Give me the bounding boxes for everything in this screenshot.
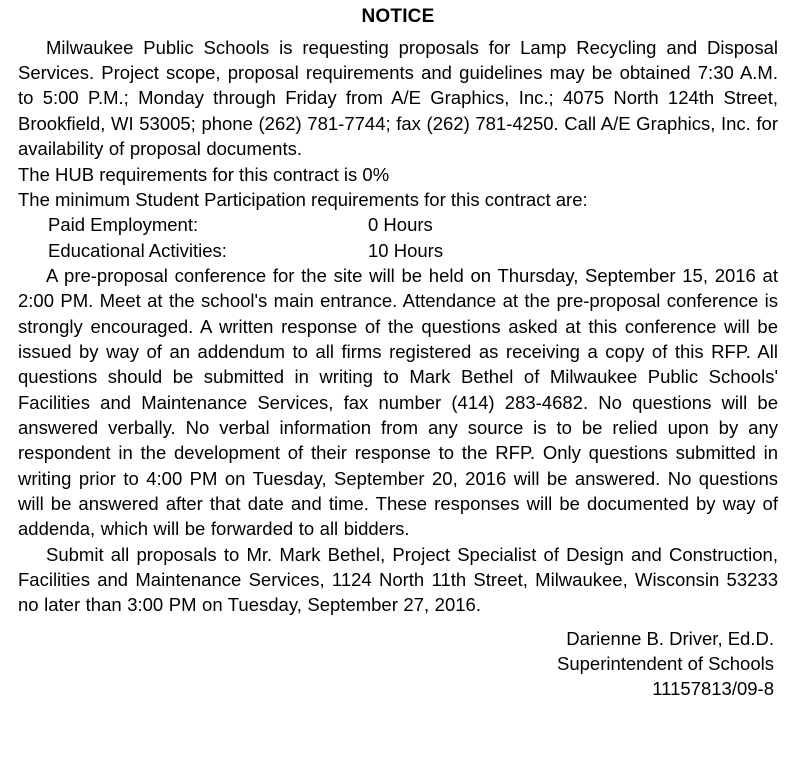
document-number: 11157813/09-8 xyxy=(652,678,774,700)
participation-label: Paid Employment: xyxy=(48,214,199,236)
page-title: NOTICE xyxy=(361,6,435,27)
participation-value: 10 Hours xyxy=(368,239,444,261)
submission-paragraph: Submit all proposals to Mr. Mark Bethel, Project Specialist of Design and Construction, Facilities and Maintenance Services, 1124 North 11th Street, Milwaukee, Wisconsin 53233 no later than 3:00 PM on Tuesday, September 27, 2016. xyxy=(18,543,778,616)
signatory-title: Superintendent of Schools xyxy=(556,653,774,675)
student-participation-intro: The minimum Student Participation requirements for this contract are: xyxy=(18,188,588,210)
table-row xyxy=(18,212,568,237)
preproposal-conference-paragraph: A pre-proposal conference for the site will be held on Thursday, September 15, 2016 at 2:00 PM. Meet at the school's main entrance. Attendance at the pre-proposal conference is strongly encouraged. A written response of the questions asked at this conference will be issued by way of an addendum to all firms registered as receiving a copy of this RFP. All questions should be submitted in writing to Mark Bethel of Milwaukee Public Schools' Facilities and Maintenance Services, fax number (414) 283-4682. No questions will be answered verbally. No verbal information from any source is to be relied upon by any respondent in the development of their response to the RFP. Only questions submitted in writing prior to 4:00 PM on Tuesday, September 20, 2016 will be answered. No questions will be answered after that date and time. These responses will be documented by way of addenda, which will be forwarded to all bidders. xyxy=(18,264,778,540)
participation-label: Educational Activities: xyxy=(48,239,227,261)
intro-paragraph: Milwaukee Public Schools is requesting proposals for Lamp Recycling and Disposal Services. Project scope, proposal requirements and guidelines may be obtained 7:30 A.M. to 5:00 P.M.; Monday through Friday from A/E Graphics, Inc.; 4075 North 124th Street, Brookfield, WI 53005; phone (262) 781-7744; fax (262) 781-4250. Call A/E Graphics, Inc. for availability of proposal documents. xyxy=(18,36,778,160)
participation-requirements-table xyxy=(18,212,568,263)
hub-requirements-line: The HUB requirements for this contract is 0% xyxy=(18,163,390,185)
signatory-name: Darienne B. Driver, Ed.D. xyxy=(566,627,774,649)
table-row xyxy=(18,238,568,263)
signature-block xyxy=(18,626,778,677)
participation-value: 0 Hours xyxy=(368,214,433,236)
